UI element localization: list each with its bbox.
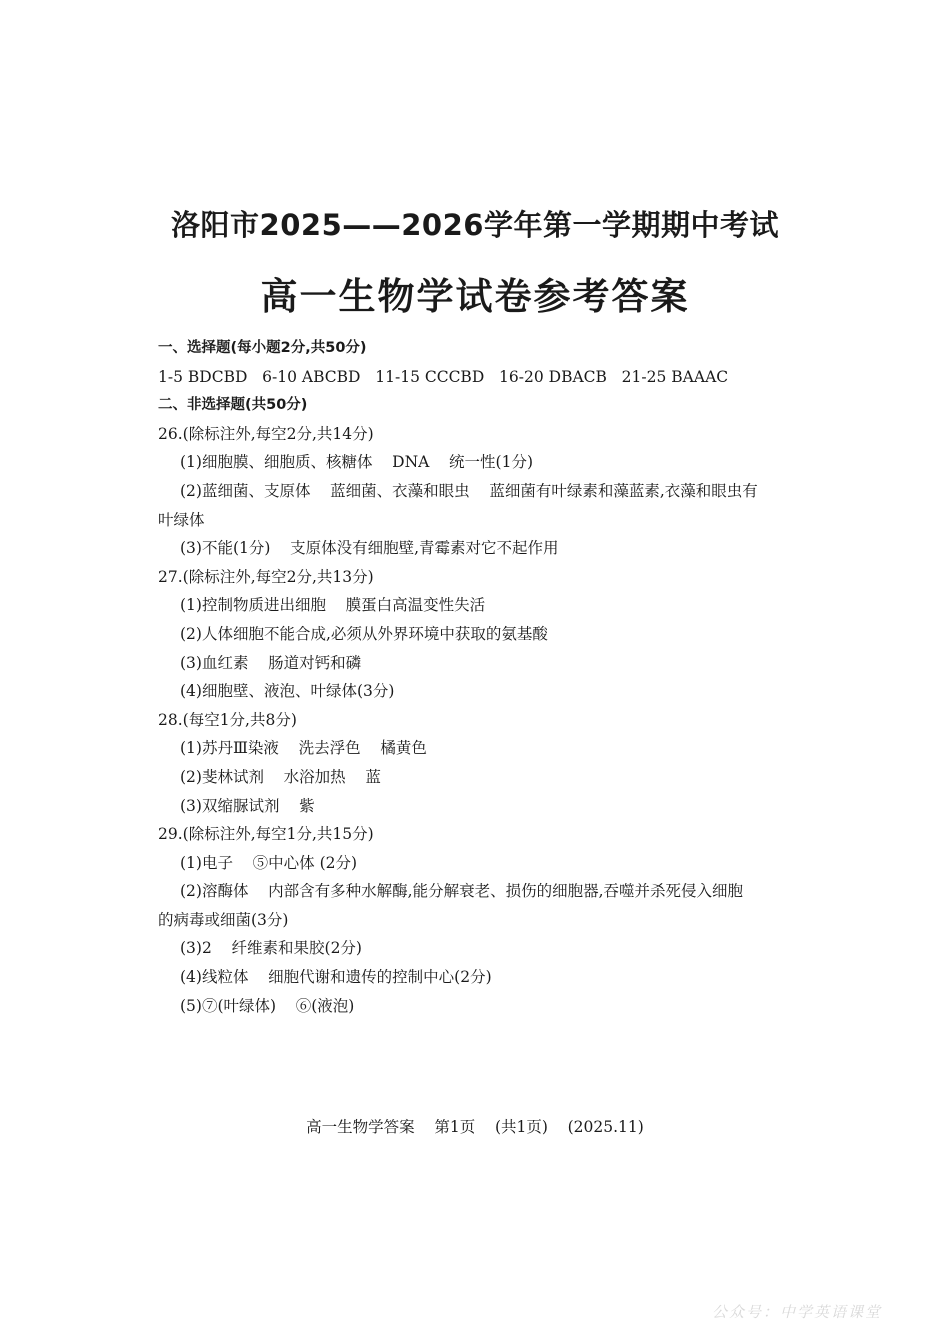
q26-answer-1: (1)细胞膜、细胞质、核糖体 DNA 统一性(1分) xyxy=(180,453,534,472)
q29-label: 29.(除标注外,每空1分,共15分) xyxy=(158,825,374,844)
q29-answer-2-cont: 的病毒或细菌(3分) xyxy=(158,910,289,929)
q29-answer-1: (1)电子 ⑤中心体 (2分) xyxy=(180,853,358,872)
q29-answer-3: (3)2 纤维素和果胶(2分) xyxy=(180,939,362,958)
q26-answer-2: (2)蓝细菌、支原体 蓝细菌、衣藻和眼虫 蓝细菌有叶绿素和藻蓝素,衣藻和眼虫有 xyxy=(180,481,758,500)
q26-answer-3: (3)不能(1分) 支原体没有细胞壁,青霉素对它不起作用 xyxy=(180,539,559,558)
section1-heading: 一、选择题(每小题2分,共50分) xyxy=(158,340,367,356)
q27-answer-2: (2)人体细胞不能合成,必须从外界环境中获取的氨基酸 xyxy=(180,624,548,643)
q29-answer-2: (2)溶酶体 内部含有多种水解酶,能分解衰老、损伤的细胞器,吞噬并杀死侵入细胞 xyxy=(180,882,744,901)
q28-label: 28.(每空1分,共8分) xyxy=(158,710,297,729)
q29-answer-4: (4)线粒体 细胞代谢和遗传的控制中心(2分) xyxy=(180,968,492,987)
q26-answer-2-cont: 叶绿体 xyxy=(158,510,205,529)
exam-title-line2: 高一生物学试卷参考答案 xyxy=(260,274,690,318)
page-footer: 高一生物学答案 第1页 (共1页) (2025.11) xyxy=(306,1118,644,1136)
q28-answer-3: (3)双缩脲试剂 紫 xyxy=(180,796,315,815)
q26-label: 26.(除标注外,每空2分,共14分) xyxy=(158,424,374,443)
q27-label: 27.(除标注外,每空2分,共13分) xyxy=(158,567,374,586)
section2-heading: 二、非选择题(共50分) xyxy=(158,397,308,414)
q27-answer-3: (3)血红素 肠道对钙和磷 xyxy=(180,653,362,672)
q27-answer-1: (1)控制物质进出细胞 膜蛋白高温变性失活 xyxy=(180,596,486,615)
q28-answer-1: (1)苏丹Ⅲ染液 洗去浮色 橘黄色 xyxy=(180,739,427,758)
q28-answer-2: (2)斐林试剂 水浴加热 蓝 xyxy=(180,767,381,786)
watermark: 公众号：中学英语课堂 xyxy=(711,1303,882,1321)
answer-body xyxy=(158,334,808,1020)
multiple-choice-answers: 1-5 BDCBD 6-10 ABCBD 11-15 CCCBD 16-20 DBACB 21-25 BAAAC xyxy=(158,367,729,386)
exam-title-line1: 洛阳市2025——2026学年第一学期期中考试 xyxy=(171,208,779,242)
q27-answer-4: (4)细胞壁、液泡、叶绿体(3分) xyxy=(180,682,395,701)
q29-answer-5: (5)⑦(叶绿体) ⑥(液泡) xyxy=(180,996,355,1015)
